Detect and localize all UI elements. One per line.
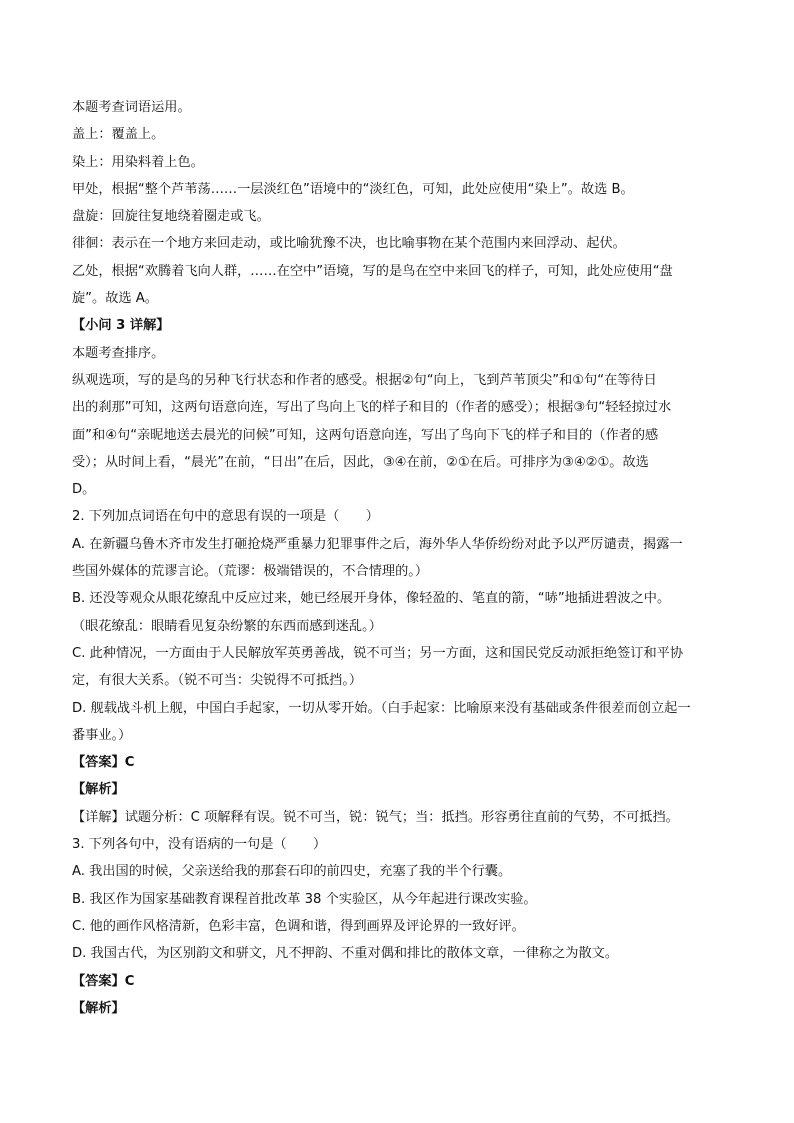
option-line: D. 舰载战斗机上舰，中国白手起家，一切从零开始。（白手起家：比喻原来没有基础或条件很差而创立起一 bbox=[72, 700, 691, 716]
paragraph-line: 染上：用染料着上色。 bbox=[72, 154, 204, 170]
paragraph-line: 盘旋：回旋往复地绕着圈走或飞。 bbox=[72, 209, 270, 225]
analysis-label: 【解析】 bbox=[72, 1000, 125, 1016]
answer-label: 【答案】C bbox=[72, 755, 135, 771]
option-line: 番事业。） bbox=[72, 727, 132, 743]
option-line: A. 我出国的时候，父亲送给我的那套石印的前四史，充塞了我的半个行囊。 bbox=[72, 864, 512, 880]
paragraph-line: 甲处，根据“整个芦苇荡……一层淡红色”语境中的“淡红色，可知，此处应使用“染上”。故选 B。 bbox=[72, 181, 634, 197]
option-line: C. 他的画作风格清新，色彩丰富，色调和谐，得到画界及评论界的一致好评。 bbox=[72, 918, 525, 934]
paragraph-line: 面”和④句“亲昵地送去晨光的问候”可知，这两句语意向连，写出了鸟向下飞的样子和目的（作者的感 bbox=[72, 427, 659, 443]
option-line: B. 还没等观众从眼花缭乱中反应过来，她已经展开身体，像轻盈的、笔直的箭，“哧”地插进碧波之中。 bbox=[72, 591, 671, 607]
paragraph-line: 纵观选项，写的是鸟的另种飞行状态和作者的感受。根据②句“向上，飞到芦苇顶尖”和①句“在等待日 bbox=[72, 372, 657, 388]
option-line: A. 在新疆乌鲁木齐市发生打砸抢烧严重暴力犯罪事件之后，海外华人华侨纷纷对此予以严厉谴责，揭露一 bbox=[72, 536, 683, 552]
paragraph-line: 出的刹那”可知，这两句语意向连，写出了鸟向上飞的样子和目的（作者的感受）；根据③句“轻轻掠过水 bbox=[72, 400, 672, 416]
section-heading: 【小问 3 详解】 bbox=[72, 318, 170, 334]
answer-label: 【答案】C bbox=[72, 973, 135, 989]
paragraph-line: 徘徊：表示在一个地方来回走动，或比喻犹豫不决，也比喻事物在某个范围内来回浮动、起伏。 bbox=[72, 236, 626, 252]
paragraph-line: 乙处，根据“欢腾着飞向人群，……在空中”语境，写的是鸟在空中来回飞的样子，可知，此处应使用“盘 bbox=[72, 263, 673, 279]
option-line: 些国外媒体的荒谬言论。（荒谬：极端错误的，不合情理的。） bbox=[72, 564, 429, 580]
paragraph-line: D。 bbox=[72, 482, 96, 498]
option-line: D. 我国古代，为区别韵文和骈文，凡不押韵、不重对偶和排比的散体文章，一律称之为散文。 bbox=[72, 946, 619, 962]
paragraph-line: 受）；从时间上看，“晨光”在前，“日出”在后，因此，③④在前，②①在后。可排序为③④②①。故选 bbox=[72, 454, 649, 470]
option-line: 定，有很大关系。（锐不可当：尖锐得不可抵挡。） bbox=[72, 673, 363, 689]
paragraph-line: 本题考查词语运用。 bbox=[72, 100, 191, 115]
option-line: B. 我区作为国家基础教育课程首批改革 38 个实验区，从今年起进行课改实验。 bbox=[72, 891, 537, 907]
analysis-label: 【解析】 bbox=[72, 782, 125, 798]
option-line: （眼花缭乱：眼睛看见复杂纷繁的东西而感到迷乱。） bbox=[72, 618, 382, 634]
document-body bbox=[72, 94, 724, 1022]
paragraph-line: 旋”。故选 A。 bbox=[72, 291, 158, 307]
option-line: C. 此种情况，一方面由于人民解放军英勇善战，锐不可当；另一方面，这和国民党反动派拒绝签订和平协 bbox=[72, 645, 684, 661]
paragraph-line: 盖上：覆盖上。 bbox=[72, 127, 165, 143]
paragraph-line: 【详解】试题分析：C 项解释有误。锐不可当，锐：锐气；当：抵挡。形容勇往直前的气势，不可抵挡。 bbox=[72, 809, 679, 825]
paragraph-line: 本题考查排序。 bbox=[72, 345, 165, 361]
question-stem: 2. 下列加点词语在句中的意思有误的一项是（ ） bbox=[72, 509, 379, 525]
question-stem: 3. 下列各句中，没有语病的一句是（ ） bbox=[72, 837, 327, 853]
